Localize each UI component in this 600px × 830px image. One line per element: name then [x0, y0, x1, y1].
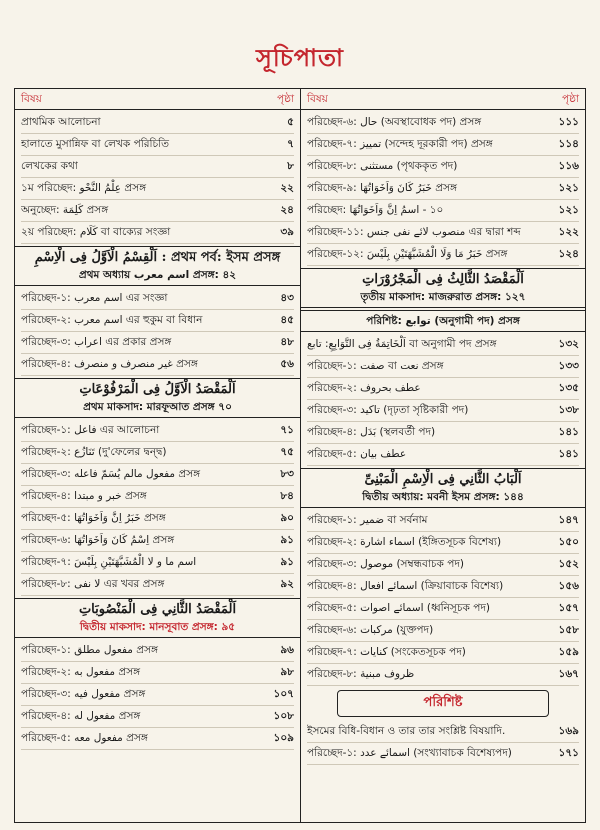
toc-entry-page: ১৫৮ [558, 624, 579, 636]
toc-entry-page: ১০৭ [273, 688, 294, 700]
toc-row [307, 532, 579, 554]
toc-row [21, 640, 294, 662]
toc-row [21, 112, 294, 134]
toc-row [21, 222, 294, 244]
toc-entry-page: ৭৫ [280, 446, 294, 458]
toc-entry-page: ৯১ [280, 556, 294, 568]
toc-entry-text: পরিচ্ছেদ-২: عطف بحروف [307, 382, 421, 394]
toc-entry-text: পরিচ্ছেদ-১: مفعول مطلق প্রসঙ্গ [21, 644, 159, 656]
toc-row [307, 378, 579, 400]
toc-entry-text: পরিচ্ছেদ-৩: مفعول مالم يُسَمّ فاعله প্রসঙ্গ [21, 468, 201, 480]
page-header: পৃষ্ঠা [561, 93, 579, 105]
toc-row [307, 642, 579, 664]
appendix-title: পরিশিষ্ট [337, 690, 549, 717]
toc-entry-page: ১৬৯ [558, 725, 579, 737]
section-block [15, 598, 300, 638]
toc-entry-text: اَلْخَاتِمَةُ فِى التَّوَابِعِ: تابع বা অনুগামী পদ প্রসঙ্গ [307, 338, 497, 350]
toc-entry-page: ১৩২ [558, 338, 579, 350]
page-title: সূচিপাতা [256, 44, 344, 72]
toc-row [307, 222, 579, 244]
toc-row [21, 508, 294, 530]
toc-entry-text: ইসমের বিধি-বিধান ও তার তার সংশ্লিষ্ট বিষয়াদি. [307, 725, 506, 737]
toc-row [21, 442, 294, 464]
toc-entry-text: পরিচ্ছেদ-৫: اسمائے اصوات (ধ্বনিসূচক পদ) [307, 602, 490, 614]
toc-entry-page: ৮৪ [280, 490, 294, 502]
section-arabic: اَلْمَقْصَدُ الْاَوَّلُ فِى الْمَرْفُوْعَاتِ [79, 382, 236, 397]
toc-entry-text: পরিচ্ছেদ-২: مفعول به প্রসঙ্গ [21, 666, 141, 678]
toc-entry-page: ১২২ [558, 226, 579, 238]
toc-row [21, 662, 294, 684]
toc-row [307, 356, 579, 378]
section-block [301, 310, 585, 332]
section-bengali: পরিশিষ্ট: توابع (অনুগামী পদ) প্রসঙ্গ [366, 315, 520, 327]
toc-entry-text: পরিচ্ছেদ-৩: تاكيد (দৃঢ়তা সৃষ্টিকারী পদ) [307, 404, 469, 416]
right-rows [301, 110, 585, 765]
toc-row [307, 400, 579, 422]
toc-entry-text: পরিচ্ছেদ-৪: غير منصرف و منصرف প্রসঙ্গ [21, 358, 198, 370]
toc-entry-text: পরিচ্ছেদ-২: اسماء اشارة (ইঙ্গিতসূচক বিশেষ্য) [307, 536, 502, 548]
toc-row [21, 706, 294, 728]
toc-row [21, 134, 294, 156]
toc-entry-text: পরিচ্ছেদ-৪: اسمائے افعال (ক্রিয়াবাচক বিশেষ্য) [307, 580, 504, 592]
toc-entry-text: ১ম পরিচ্ছেদ: عِلْمُ النَّحْو প্রসঙ্গ [21, 182, 147, 194]
toc-entry-text: পরিচ্ছেদ: اسمُ اِنَّ وَاَخَوَاتُهَا - ১০ [307, 204, 444, 216]
toc-entry-page: ১১৬ [558, 160, 579, 172]
toc-row [307, 200, 579, 222]
toc-entry-page: ৪৩ [280, 292, 294, 304]
toc-row [21, 728, 294, 750]
toc-row [21, 288, 294, 310]
row-group [21, 288, 294, 376]
toc-row [307, 743, 579, 765]
section-block [301, 268, 585, 308]
toc-row [21, 178, 294, 200]
toc-row [21, 486, 294, 508]
page-header: পৃষ্ঠা [276, 93, 294, 105]
section-block [15, 378, 300, 418]
toc-row [307, 510, 579, 532]
toc-row [307, 444, 579, 466]
subject-header: বিষয় [21, 93, 42, 105]
toc-row [21, 354, 294, 376]
toc-entry-text: পরিচ্ছেদ-৬: حال (অবস্থাবোধক পদ) প্রসঙ্গ [307, 116, 482, 128]
toc-entry-text: পরিচ্ছেদ-৮: مستثنى (পৃথককৃত পদ) [307, 160, 458, 172]
toc-entry-text: পরিচ্ছেদ-১: ضمير বা সর্বনাম [307, 514, 428, 526]
row-group [307, 510, 579, 686]
toc-entry-text: পরিচ্ছেদ-১২: خَبَرُ مَا وَلَا الْمُشَبَّهَتَيْنِ بِلَيْسَ প্রসঙ্গ [307, 248, 508, 260]
section-arabic: اَلْمَقْصَدُ الثَّانِي فِى الْمَنْصُوبَاتِ [78, 602, 237, 617]
toc-entry-text: পরিচ্ছেদ-৩: مفعول فيه প্রসঙ্গ [21, 688, 146, 700]
toc-entry-page: ৫৬ [280, 358, 294, 370]
toc-row [307, 721, 579, 743]
subject-header: বিষয় [307, 93, 328, 105]
toc-entry-text: পরিচ্ছেদ-৪: بَدَل (স্থলবর্তী পদ) [307, 426, 436, 438]
toc-entry-text: পরিচ্ছেদ-৫: خَبَرُ اِنَّ وَاَخَوَاتُهَا প্রসঙ্গ [21, 512, 166, 524]
toc-entry-text: পরিচ্ছেদ-৩: موصول (সম্বন্ধবাচক পদ) [307, 558, 464, 570]
toc-entry-text: পরিচ্ছেদ-১: صفت বা نعت প্রসঙ্গ [307, 360, 444, 372]
toc-entry-page: ১২১ [558, 182, 579, 194]
toc-row [307, 576, 579, 598]
left-column [15, 89, 300, 822]
toc-row [307, 422, 579, 444]
toc-entry-text: পরিচ্ছেদ-৯: خَبَرُ كَانَ وَاَخَوَاتُهَا প্রসঙ্গ [307, 182, 457, 194]
toc-entry-page: ১৪১ [558, 448, 579, 460]
toc-entry-page: ১৩৮ [558, 404, 579, 416]
toc-entry-text: ২য় পরিচ্ছেদ: كَلَام বা বাক্যের সংজ্ঞা [21, 226, 171, 238]
toc-entry-page: ৪৮ [280, 336, 294, 348]
section-arabic: اَلْقِسْمُ الْاَوَّلُ فِى الْاِسْمِ : প্রথম পর্ব: ইসম প্রসঙ্গ [34, 250, 281, 265]
toc-entry-page: ১৫৯ [558, 646, 579, 658]
toc-entry-text: পরিচ্ছেদ-৭: كنايات (সংকেতসূচক পদ) [307, 646, 466, 658]
toc-entry-text: পরিচ্ছেদ-১: اسمائے عدد (সংখ্যাবাচক বিশেষ্যপদ) [307, 747, 512, 759]
toc-entry-page: ১৩৫ [558, 382, 579, 394]
section-arabic: اَلْبَابُ الثَّانِي فِى الْاِسْمِ الْمَبْنِىِّ [364, 472, 522, 487]
section-block [15, 246, 300, 286]
toc-entry-page: ৩৯ [280, 226, 294, 238]
toc-row [21, 530, 294, 552]
row-group [307, 112, 579, 266]
section-bengali: প্রথম অধ্যায় اسم معرب প্রসঙ্গ: ৪২ [78, 269, 237, 281]
toc-entry-text: পরিচ্ছেদ-১: فاعل এর আলোচনা [21, 424, 160, 436]
toc-entry-page: ১৫০ [558, 536, 579, 548]
toc-entry-text: প্রাথমিক আলোচনা [21, 116, 101, 128]
toc-entry-text: পরিচ্ছেদ-২: تَنَازُع (দু'ফেলের দ্বন্দ্ব) [21, 446, 167, 458]
row-group [307, 334, 579, 466]
toc-row [307, 134, 579, 156]
toc-entry-page: ৯১ [280, 534, 294, 546]
toc-entry-page: ১১৪ [558, 138, 579, 150]
toc-entry-page: ১৪১ [558, 426, 579, 438]
toc-entry-page: ৮ [287, 160, 294, 172]
right-column [300, 89, 585, 822]
column-header [15, 89, 300, 110]
toc-row [21, 332, 294, 354]
toc-entry-page: ২৪ [280, 204, 294, 216]
toc-row [307, 554, 579, 576]
toc-entry-text: পরিচ্ছেদ-৪: خبر و مبتدا প্রসঙ্গ [21, 490, 147, 502]
toc-entry-text: পরিচ্ছেদ-৪: مفعول له প্রসঙ্গ [21, 710, 141, 722]
toc-entry-text: লেখকের কথা [21, 160, 78, 172]
toc-row [21, 200, 294, 222]
toc-row [21, 464, 294, 486]
toc-row [21, 574, 294, 596]
toc-entry-text: অনুচ্ছেদ: كَلِمَة প্রসঙ্গ [21, 204, 109, 216]
toc-row [307, 664, 579, 686]
toc-entry-page: ৭ [287, 138, 294, 150]
toc-row [307, 598, 579, 620]
left-rows [15, 110, 300, 750]
section-block [301, 468, 585, 508]
row-group [21, 112, 294, 244]
toc-entry-page: ১২১ [558, 204, 579, 216]
toc-entry-page: ১৪৭ [558, 514, 579, 526]
section-bengali: দ্বিতীয় অধ্যায়: মবনী ইসম প্রসঙ্গ: ১৪৪ [362, 491, 524, 503]
toc-entry-text: পরিচ্ছেদ-৮: ظروف مبنية [307, 668, 415, 680]
toc-entry-page: ১৫৭ [558, 602, 579, 614]
toc-entry-page: ১৫৬ [558, 580, 579, 592]
toc-entry-page: ১৫২ [558, 558, 579, 570]
toc-entry-text: পরিচ্ছেদ-৩: اعراب এর প্রকার প্রসঙ্গ [21, 336, 172, 348]
toc-entry-text: পরিচ্ছেদ-৬: مركبات (যুক্তপদ) [307, 624, 434, 636]
toc-entry-page: ৯৮ [280, 666, 294, 678]
section-arabic: اَلْمَقْصَدُ الثَّالِثُ فِى الْمَجْرُوْرَاتِ [362, 272, 524, 287]
toc-entry-page: ১৬৭ [558, 668, 579, 680]
toc-entry-page: ৯৬ [280, 644, 294, 656]
toc-row [307, 112, 579, 134]
toc-entry-text: পরিচ্ছেদ-৮: لا نفى এর খবর প্রসঙ্গ [21, 578, 165, 590]
row-group [21, 640, 294, 750]
toc-entry-page: ১৭১ [558, 747, 579, 759]
toc-entry-text: পরিচ্ছেদ-২: اسم معرب এর হুকুম বা বিধান [21, 314, 203, 326]
toc-entry-text: পরিচ্ছেদ-৭: تمييز (সন্দেহ দূরকারী পদ) প্রসঙ্গ [307, 138, 493, 150]
toc-row [307, 156, 579, 178]
toc-row [307, 334, 579, 356]
toc-entry-text: পরিচ্ছেদ-১১: منصوب لائے نفى جنس এর দ্বারা শব্দ [307, 226, 521, 238]
toc-entry-page: ১০৮ [273, 710, 294, 722]
toc-row [307, 244, 579, 266]
toc-row [21, 684, 294, 706]
section-bengali: দ্বিতীয় মাকসাদ: মানসূবাত প্রসঙ্গ: ৯৫ [79, 621, 236, 633]
toc-row [21, 552, 294, 574]
toc-entry-text: পরিচ্ছেদ-৭: اسم ما و لا الْمُشَبَّهَتَيْنِ بِلَيْسَ [21, 556, 197, 568]
toc-entry-text: পরিচ্ছেদ-৬: اِسْمُ كَانَ وَاَخَوَاتُهَا প্রসঙ্গ [21, 534, 175, 546]
toc-entry-text: পরিচ্ছেদ-৫: مفعول معه প্রসঙ্গ [21, 732, 148, 744]
toc-entry-page: ১০৯ [273, 732, 294, 744]
toc-entry-page: ১২৪ [558, 248, 579, 260]
toc-row [307, 620, 579, 642]
section-bengali: তৃতীয় মাকসাদ: মাজরুরাত প্রসঙ্গ: ১২৭ [360, 291, 526, 303]
toc-entry-page: ৯২ [280, 578, 294, 590]
section-bengali: প্রথম মাকসাদ: মারফূআত প্রসঙ্গ ৭০ [83, 401, 232, 413]
toc-row [21, 420, 294, 442]
toc-entry-page: ১৩৩ [558, 360, 579, 372]
toc-entry-page: ২২ [280, 182, 294, 194]
toc-entry-page: ১১১ [558, 116, 579, 128]
toc-entry-page: ৭১ [280, 424, 294, 436]
toc-entry-page: ৫ [287, 116, 294, 128]
toc-entry-page: ৮৩ [280, 468, 294, 480]
toc-row [21, 310, 294, 332]
toc-entry-text: পরিচ্ছেদ-৫: عطف بيان [307, 448, 407, 460]
toc-entry-page: ৪৫ [280, 314, 294, 326]
column-header [301, 89, 585, 110]
toc-entry-page: ৯০ [280, 512, 294, 524]
toc-row [21, 156, 294, 178]
toc-row [307, 178, 579, 200]
row-group [307, 721, 579, 765]
table-of-contents [14, 88, 586, 823]
toc-entry-text: হালাতে মুসান্নিফ বা লেখক পরিচিতি [21, 138, 170, 150]
row-group [21, 420, 294, 596]
toc-entry-text: পরিচ্ছেদ-১: اسم معرب এর সংজ্ঞা [21, 292, 168, 304]
